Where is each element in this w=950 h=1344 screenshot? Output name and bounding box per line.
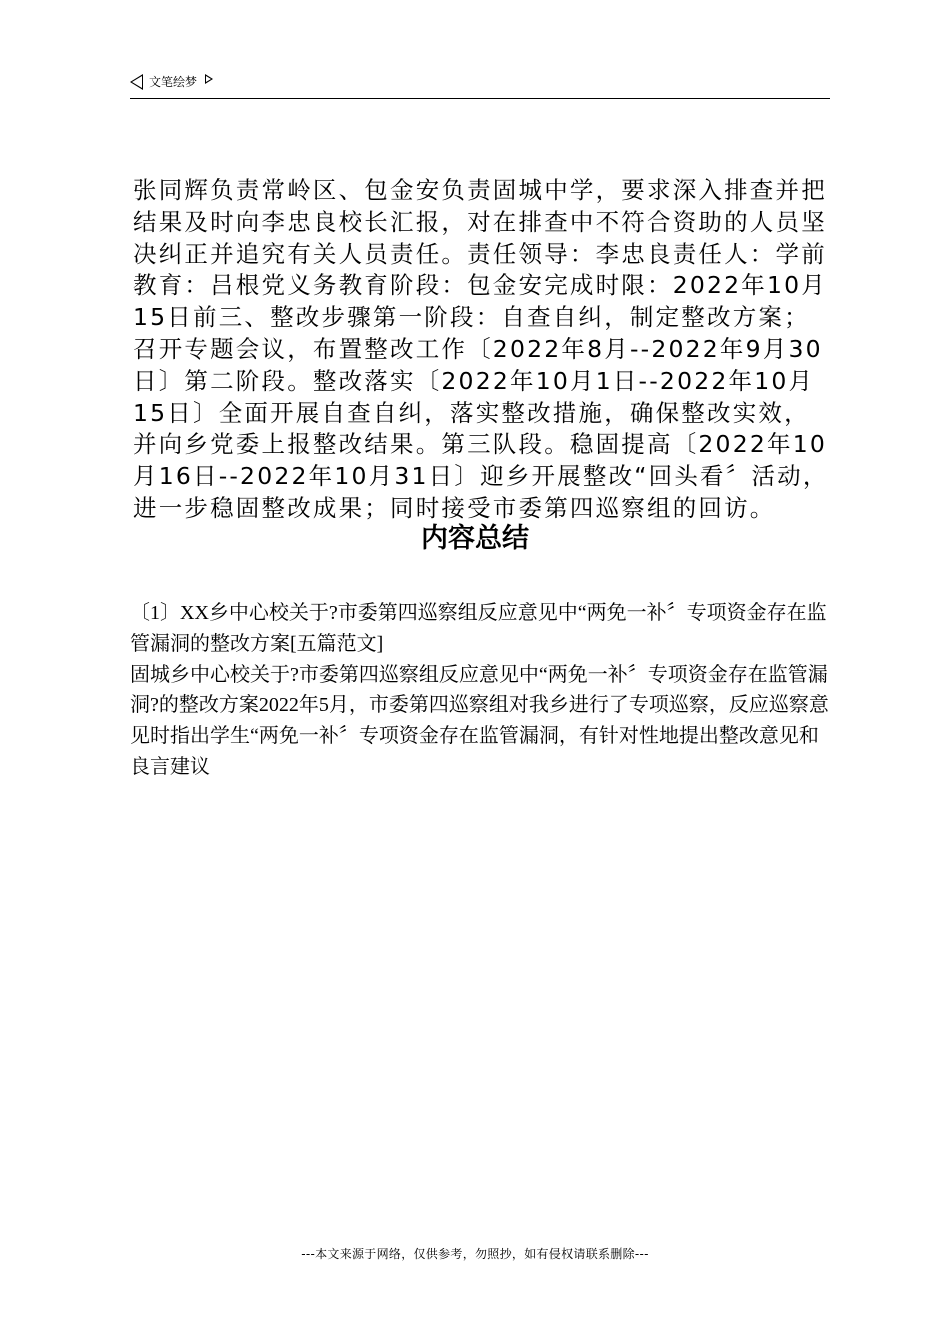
left-triangle-icon — [130, 74, 143, 90]
header-brand — [130, 74, 213, 90]
header-title: 文笔绘梦 — [149, 75, 198, 89]
right-triangle-icon — [205, 74, 213, 84]
footer-notice: ---本文来源于网络，仅供参考，勿照抄，如有侵权请联系删除--- — [301, 1247, 649, 1261]
summary-section — [130, 598, 832, 783]
summary-item-1: 〔1〕XX乡中心校关于?市委第四巡察组反应意见中“两免一补〞专项资金存在监管漏洞的整改方案[五篇范文] — [130, 602, 827, 655]
page-header — [130, 72, 830, 99]
summary-item-2: 固城乡中心校关于?市委第四巡察组反应意见中“两免一补〞专项资金存在监管漏洞?的整改方案2022年5月，市委第四巡察组对我乡进行了专项巡察，反应巡察意见时指出学生“两免一补〞专项资金存在监管漏洞，有针对性地提出整改意见和良言建议 — [130, 663, 829, 778]
body-paragraph: 张同辉负责常岭区、包金安负责固城中学，要求深入排查并把结果及时向李忠良校长汇报，对在排查中不符合资助的人员坚决纠正并追究有关人员责任。责任领导：李忠良责任人：学前教育：吕根党义务教育阶段：包金安完成时限：2022年10月15日前三、整改步骤第一阶段：自查自纠，制定整改方案；召开专题会议，布置整改工作〔2022年8月--2022年9月30日〕第二阶段。整改落实〔2022年10月1日--2022年10月15日〕全面开展自查自纠，落实整改措施，确保整改实效，并向乡党委上报整改结果。第三队段。稳固提高〔2022年10月16日--2022年10月31日〕迎乡开展整改“回头看〞活动，进一步稳固整改成果；同时接受市委第四巡察组的回访。 — [133, 176, 829, 522]
summary-heading: 内容总结 — [421, 523, 529, 554]
